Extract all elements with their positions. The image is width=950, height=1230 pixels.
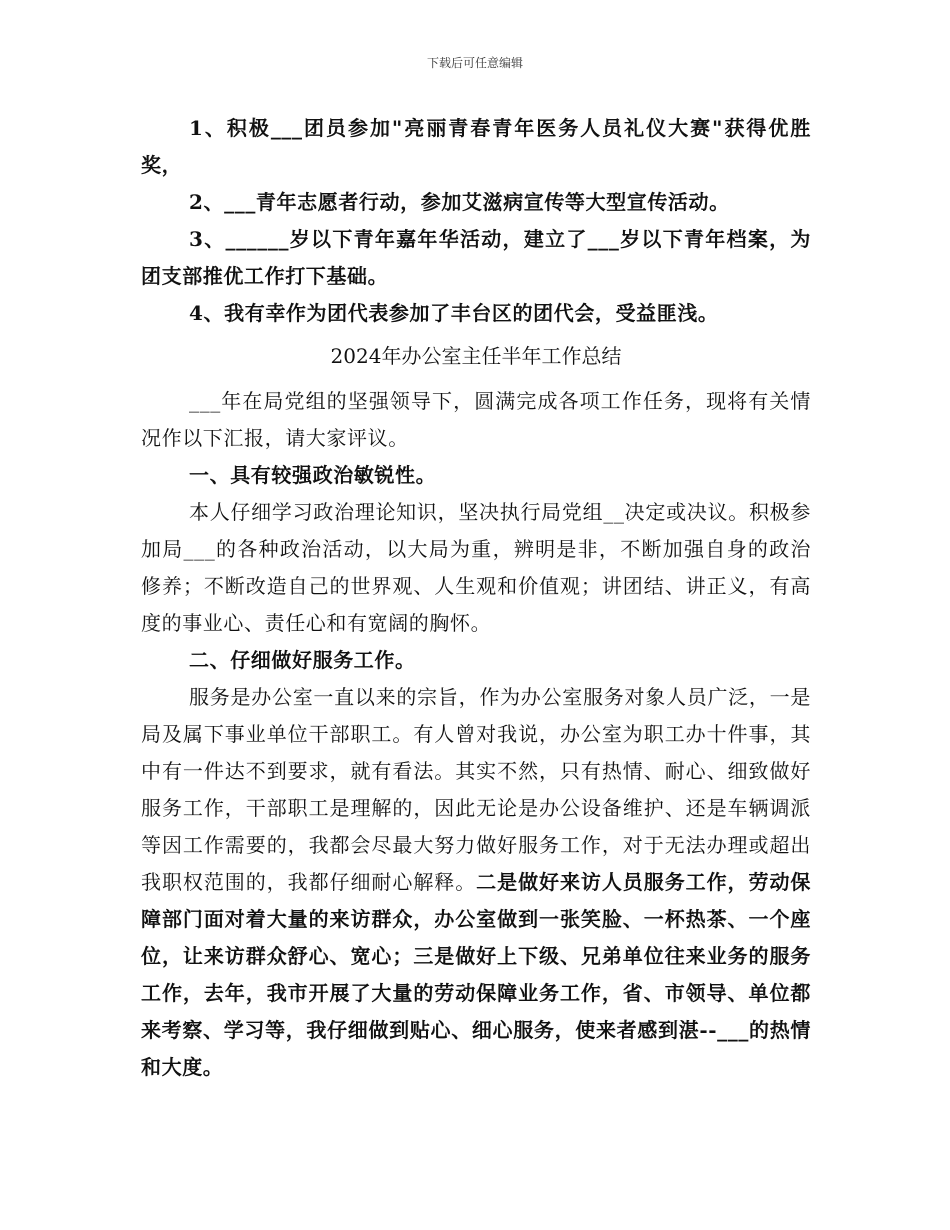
section-2-body-normal: 服务是办公室一直以来的宗旨，作为办公室服务对象人员广泛，一是局及属下事业单位干部职工。有人曾对我说，办公室为职工办十件事，其中有一件达不到要求，就有看法。其实不然，只有热情、耐心、细致做好服务工作，干部职工是理解的，因此无论是办公设备维护、还是车辆调派等因工作需要的，我都会尽最大努力做好服务工作，对于无法办理或超出我职权范围的，我都仔细耐心解释。 xyxy=(141,685,811,894)
intro-paragraph: ___年在局党组的坚强领导下，圆满完成各项工作任务，现将有关情况作以下汇报，请大家评议。 xyxy=(141,389,811,450)
document-content xyxy=(141,110,811,1086)
list-item-3: 3、______岁以下青年嘉年华活动，建立了___岁以下青年档案，为团支部推优工作打下基础。 xyxy=(141,227,811,288)
section-2-body-bold: 二是做好来访人员服务工作，劳动保障部门面对着大量的来访群众，办公室做到一张笑脸、一杯热茶、一个座位，让来访群众舒心、宽心；三是做好上下级、兄弟单位往来业务的服务工作，去年，我市开展了大量的劳动保障业务工作，省、市领导、单位都来考察、学习等，我仔细做到贴心、细心服务，使来者感到湛--___的热情和大度。 xyxy=(141,870,811,1079)
section-2-body xyxy=(141,679,811,1086)
section-1-body: 本人仔细学习政治理论知识，坚决执行局党组__决定或决议。积极参加局___的各种政治活动，以大局为重，辨明是非，不断加强自身的政治修养；不断改造自己的世界观、人生观和价值观；讲团结、讲正义，有高度的事业心、责任心和有宽阔的胸怀。 xyxy=(141,500,811,635)
list-item-4: 4、我有幸作为团代表参加了丰台区的团代会，受益匪浅。 xyxy=(189,301,719,325)
page-header-note: 下载后可任意编辑 xyxy=(426,56,523,70)
list-item-1: 1、积极___团员参加"亮丽青春青年医务人员礼仪大赛"获得优胜奖， xyxy=(141,116,811,177)
section-2-heading: 二、仔细做好服务工作。 xyxy=(189,648,416,672)
list-item-2: 2、___青年志愿者行动，参加艾滋病宣传等大型宣传活动。 xyxy=(189,190,730,214)
section-1-heading: 一、具有较强政治敏锐性。 xyxy=(189,463,437,487)
article-title: 2024年办公室主任半年工作总结 xyxy=(330,344,622,368)
